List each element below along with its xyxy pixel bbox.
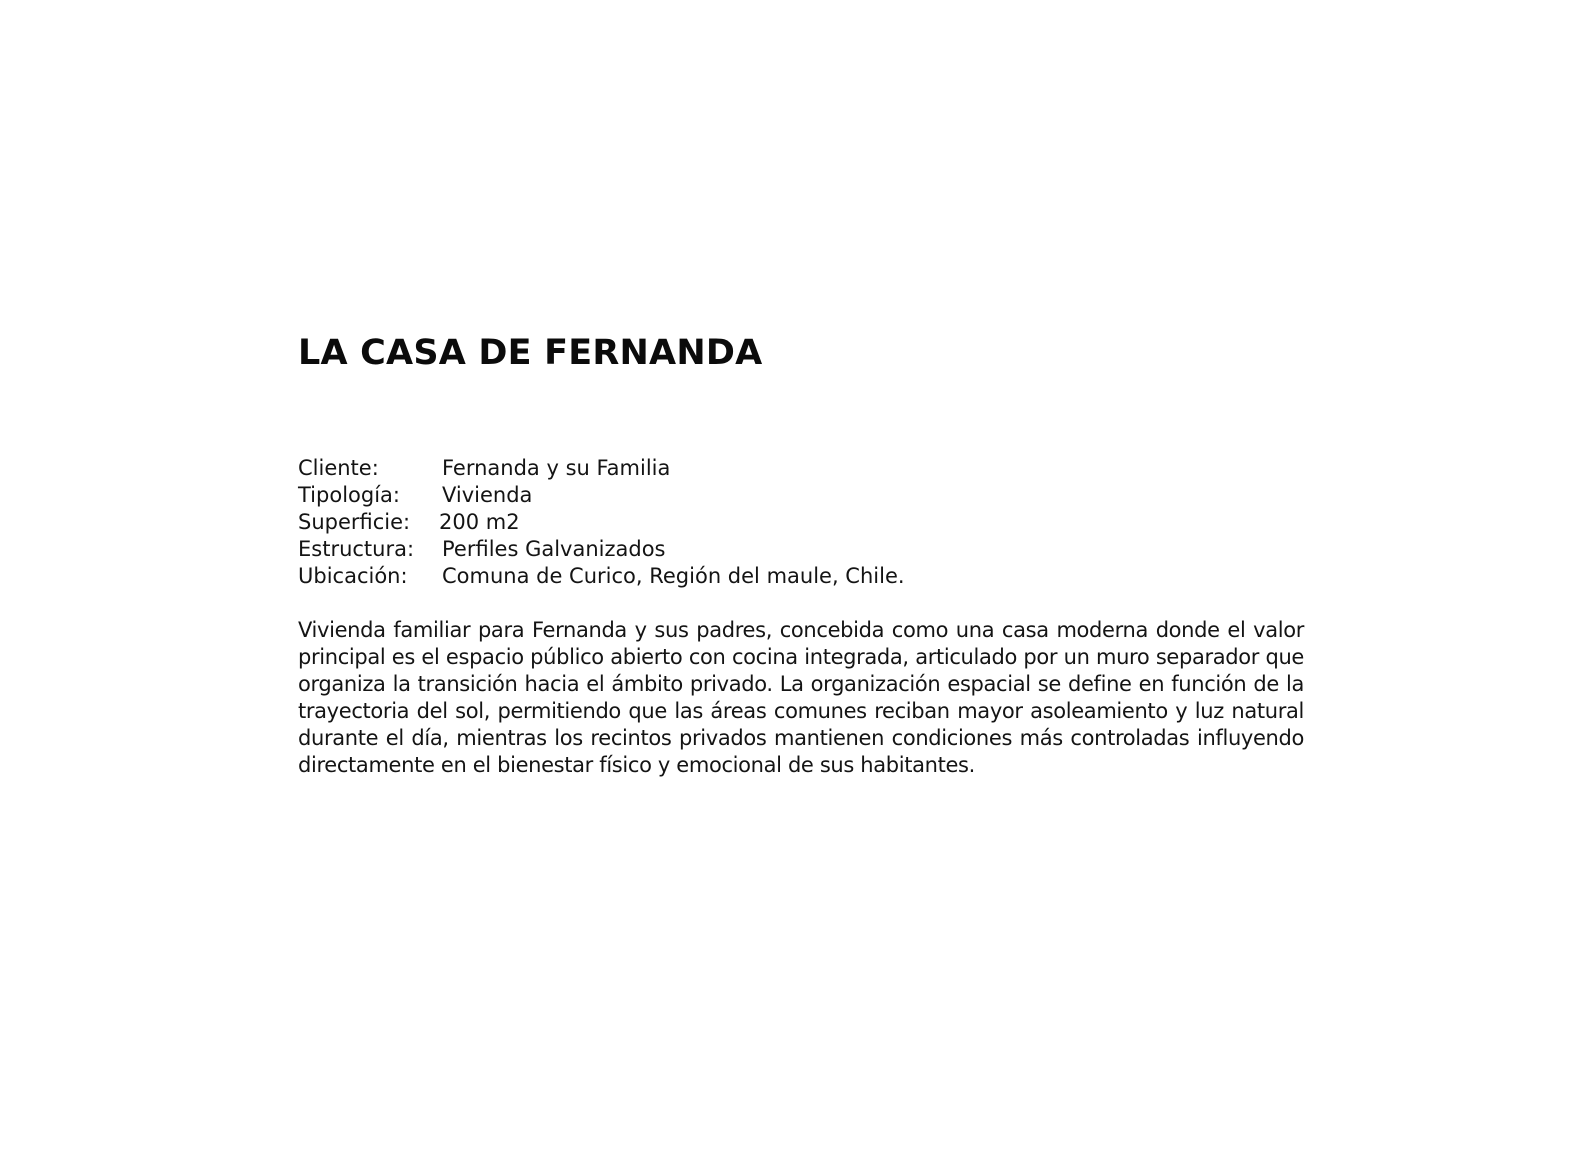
project-title: LA CASA DE FERNANDA <box>298 333 763 373</box>
fact-row-estructura <box>298 536 1298 563</box>
fact-row-superficie <box>298 509 1298 536</box>
fact-label: Cliente: <box>298 456 379 480</box>
fact-row-ubicacion <box>298 563 1298 590</box>
fact-value: Comuna de Curico, Región del maule, Chile. <box>442 564 905 588</box>
fact-value: Vivienda <box>442 483 533 507</box>
project-description: Vivienda familiar para Fernanda y sus padres, concebida como una casa moderna donde el valor principal es el espacio público abierto con cocina integrada, articulado por un muro separador que organiza la transición hacia el ámbito privado. La organización espacial se define en función de la trayectoria del sol, permitiendo que las áreas comunes reciban mayor asoleamiento y luz natural durante el día, mientras los recintos privados mantienen condiciones más controladas influyendo directamente en el bienestar físico y emocional de sus habitantes. <box>298 618 1304 777</box>
fact-row-cliente <box>298 455 1298 482</box>
project-facts <box>298 455 1298 590</box>
fact-value: 200 m2 <box>439 510 520 534</box>
fact-value: Perfiles Galvanizados <box>442 537 666 561</box>
fact-label: Estructura: <box>298 537 415 561</box>
fact-row-tipologia <box>298 482 1298 509</box>
fact-value: Fernanda y su Familia <box>442 456 671 480</box>
fact-label: Ubicación: <box>298 564 408 588</box>
fact-label: Tipología: <box>298 483 400 507</box>
fact-label: Superficie: <box>298 510 411 534</box>
